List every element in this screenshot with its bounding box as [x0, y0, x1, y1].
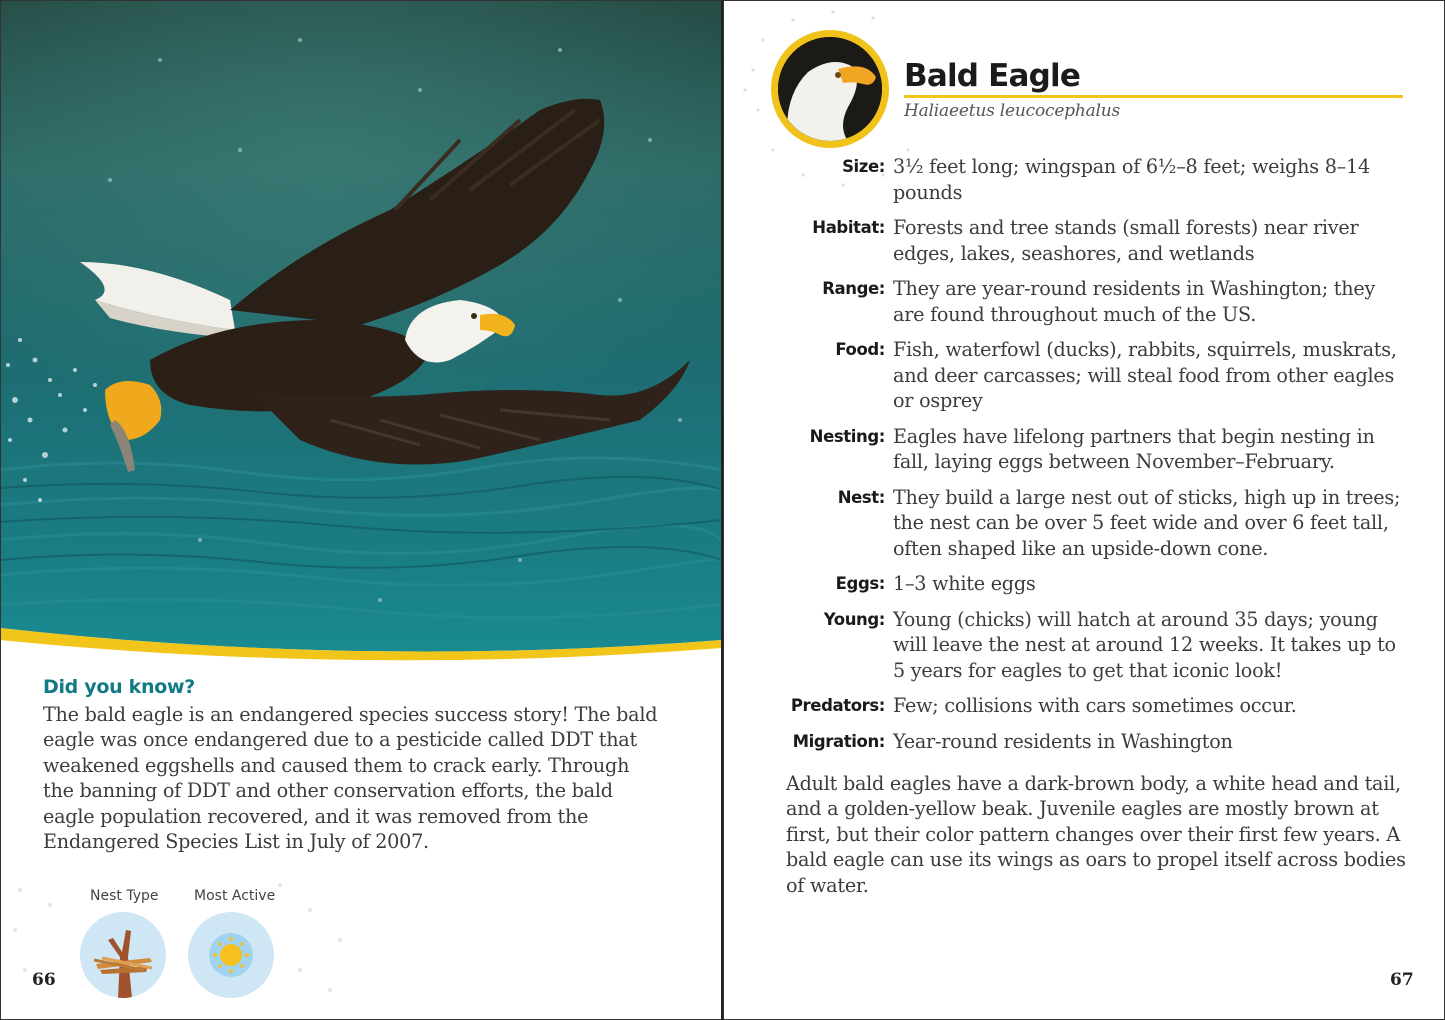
species-description: Adult bald eagles have a dark-brown body, a white head and tail, and a golden-yellow beak. Juvenile eagles are mostly brown at first, but their color pattern changes over their first few years. A bald eagle can use its wings as oars to propel itself across bodies of water.	[786, 772, 1406, 897]
fact-label: Size:	[842, 157, 885, 176]
fact-value: Fish, waterfowl (ducks), rabbits, squirrels, muskrats, and deer carcasses; will steal food from other eagles or osprey	[893, 338, 1397, 412]
fact-label: Food:	[835, 340, 885, 359]
fact-value: Few; collisions with cars sometimes occur.	[893, 694, 1297, 717]
scientific-name: Haliaeetus leucocephalus	[904, 101, 1121, 121]
page-number: 66	[32, 970, 56, 990]
fact-predators	[723, 693, 1445, 719]
fact-eggs	[723, 571, 1445, 597]
fact-habitat	[723, 215, 1445, 266]
fact-range	[723, 276, 1445, 327]
fact-value: Young (chicks) will hatch at around 35 days; young will leave the nest at around 12 weeks. It takes up to 5 years for eagles to get that iconic look!	[893, 607, 1396, 682]
fact-label: Predators:	[790, 696, 885, 715]
nest-type-label: Nest Type	[90, 888, 159, 904]
fact-migration	[723, 729, 1445, 755]
page-number: 67	[1390, 970, 1414, 990]
fact-nesting	[723, 424, 1445, 475]
eagle-photo	[0, 0, 722, 670]
sun-icon	[188, 912, 274, 998]
fact-food	[723, 337, 1445, 414]
fact-value: They build a large nest out of sticks, high up in trees; the nest can be over 5 feet wide and over 6 feet tall, often shaped like an upside-down cone.	[893, 485, 1401, 560]
fact-value: 1–3 white eggs	[893, 572, 1036, 595]
species-title: Bald Eagle	[904, 58, 1081, 94]
fact-value: Year-round residents in Washington	[893, 729, 1233, 753]
fact-value: They are year-round residents in Washington; they are found throughout much of the US.	[893, 277, 1376, 326]
tree-nest-icon	[80, 912, 166, 998]
fact-label: Nest:	[837, 487, 885, 507]
fact-value: Forests and tree stands (small forests) near river edges, lakes, seashores, and wetlands	[893, 216, 1359, 265]
did-you-know-body: The bald eagle is an endangered species success story! The bald eagle was once endangered due to a pesticide called DDT that weakened eggshells and caused them to crack early. Through the banning of DDT and other conservation efforts, the bald eagle population recovered, and it was removed from the Endangered Species List in July of 2007.	[43, 703, 658, 854]
fact-label: Eggs:	[835, 574, 885, 593]
did-you-know-heading: Did you know?	[43, 676, 195, 698]
fact-label: Range:	[822, 279, 885, 298]
fact-label: Young:	[823, 609, 885, 629]
fact-label: Habitat:	[812, 218, 885, 237]
title-underline	[904, 95, 1403, 98]
fact-nest	[723, 485, 1445, 562]
fact-value: 3½ feet long; wingspan of 6½–8 feet; weighs 8–14 pounds	[893, 155, 1370, 204]
fact-list	[723, 154, 1445, 764]
fact-label: Migration:	[792, 731, 885, 751]
eagle-portrait	[771, 30, 889, 148]
fact-young	[723, 607, 1445, 684]
left-page	[0, 0, 722, 1020]
fact-size	[723, 154, 1445, 205]
fact-label: Nesting:	[809, 426, 885, 446]
right-page	[723, 0, 1445, 1020]
fact-value: Eagles have lifelong partners that begin nesting in fall, laying eggs between November–February.	[893, 424, 1375, 473]
most-active-label: Most Active	[194, 888, 276, 904]
